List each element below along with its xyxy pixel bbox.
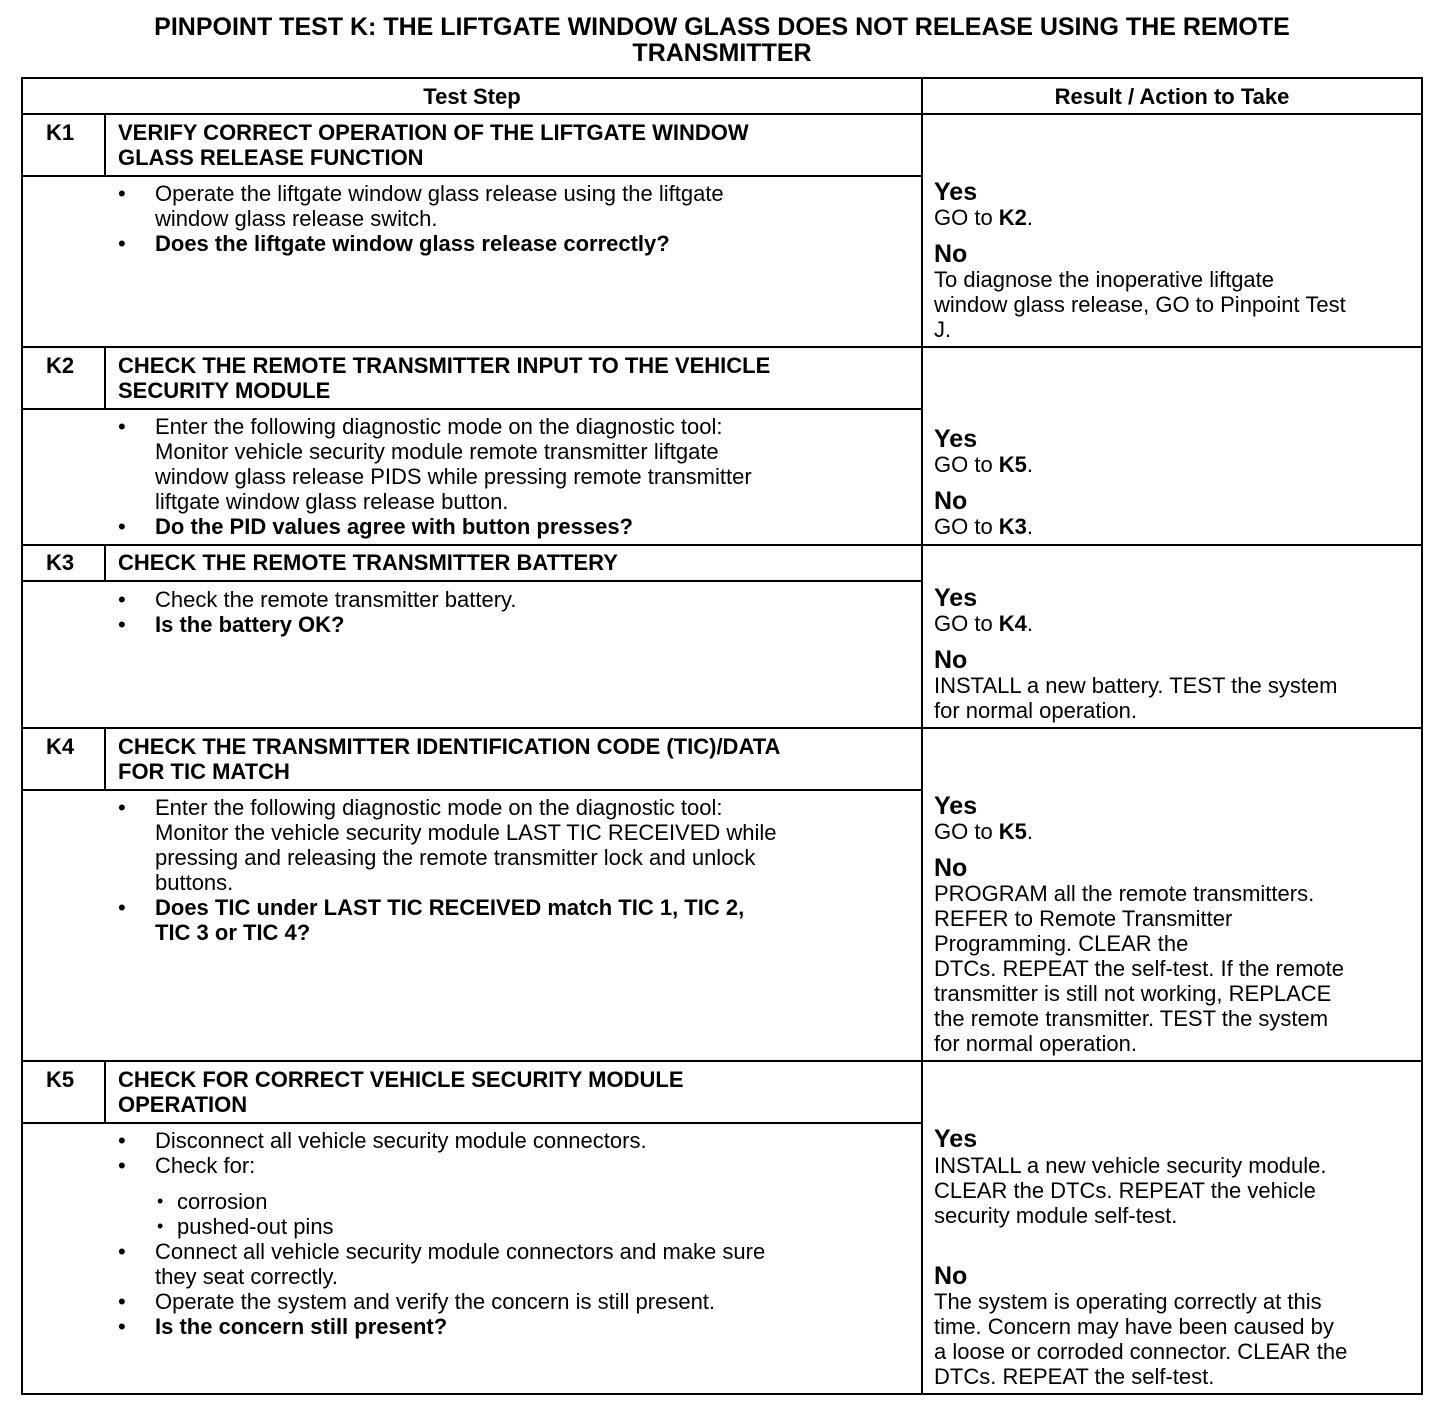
step-heading-line: CHECK THE REMOTE TRANSMITTER BATTERY [118, 550, 618, 575]
no-action-line: J. [934, 317, 952, 342]
k4-heading-divider [22, 789, 922, 791]
go-to-target: K3 [998, 514, 1027, 539]
no-action-line: REFER to Remote Transmitter [934, 906, 1233, 931]
yes-label: Yes [934, 178, 978, 206]
no-action-line: a loose or corroded connector. CLEAR the [934, 1339, 1348, 1364]
yes-action-line: INSTALL a new vehicle security module. [934, 1153, 1327, 1178]
k4-id-divider [104, 727, 106, 790]
no-action-line: the remote transmitter. TEST the system [934, 1006, 1329, 1031]
page-title-line-1: PINPOINT TEST K: THE LIFTGATE WINDOW GLASS DOES NOT RELEASE USING THE REMOTE [154, 13, 1290, 41]
step-question: Does the liftgate window glass release correctly? [155, 231, 670, 256]
step-heading-line: OPERATION [118, 1092, 248, 1117]
k3-id-divider [104, 544, 106, 581]
step-id: K3 [46, 550, 75, 575]
bullet: • [118, 514, 126, 539]
instruction-line: Enter the following diagnostic mode on the diagnostic tool: [155, 795, 723, 820]
step-id: K1 [46, 120, 75, 145]
step-question: Is the battery OK? [155, 612, 345, 637]
step-heading-line: FOR TIC MATCH [118, 759, 290, 784]
sub-bullet: • [157, 1216, 164, 1236]
k2-id-divider [104, 346, 106, 409]
table-border-left [21, 77, 23, 1395]
bullet: • [118, 895, 126, 920]
instruction-line: Enter the following diagnostic mode on the diagnostic tool: [155, 414, 723, 439]
go-to-target: K5 [998, 452, 1027, 477]
no-action-line: To diagnose the inoperative liftgate [934, 267, 1275, 292]
step-id: K5 [46, 1067, 75, 1092]
no-action-line: Programming. CLEAR the [934, 931, 1189, 956]
no-label: No [934, 487, 968, 515]
step-question: Does TIC under LAST TIC RECEIVED match TIC 1, TIC 2, [155, 895, 745, 920]
step-question: Is the concern still present? [155, 1314, 448, 1339]
instruction-line: liftgate window glass release button. [155, 489, 509, 514]
sub-item: pushed-out pins [177, 1214, 334, 1239]
no-label: No [934, 240, 968, 268]
table-border-top [22, 77, 1423, 79]
no-label: No [934, 1262, 968, 1290]
bullet: • [118, 1314, 126, 1339]
no-action-line: for normal operation. [934, 698, 1137, 723]
bullet: • [118, 612, 126, 637]
table-border-bottom [22, 1393, 1423, 1395]
instruction-line: window glass release PIDS while pressing remote transmitter [155, 464, 752, 489]
step-id: K4 [46, 734, 75, 759]
no-action-line: transmitter is still not working, REPLACE [934, 981, 1332, 1006]
bullet: • [118, 1128, 126, 1153]
go-to-target: K2 [998, 205, 1027, 230]
header-test-step: Test Step [423, 84, 521, 109]
no-action-line: The system is operating correctly at this [934, 1289, 1322, 1314]
yes-label: Yes [934, 584, 978, 612]
step-heading-line: GLASS RELEASE FUNCTION [118, 145, 424, 170]
instruction-line: Check the remote transmitter battery. [155, 587, 517, 612]
go-to-target: K5 [998, 819, 1027, 844]
bullet: • [118, 795, 126, 820]
no-label: No [934, 854, 968, 882]
instruction-line: window glass release switch. [155, 206, 438, 231]
no-action-line: PROGRAM all the remote transmitters. [934, 881, 1315, 906]
yes-action: GO to K5. [934, 452, 1034, 477]
instruction-line: they seat correctly. [155, 1264, 338, 1289]
row-divider-k2 [22, 346, 1423, 348]
no-label: No [934, 646, 968, 674]
yes-action: GO to K2. [934, 205, 1034, 230]
k2-heading-divider [22, 408, 922, 410]
instruction-line: Operate the system and verify the concern is still present. [155, 1289, 716, 1314]
sub-bullet: • [157, 1191, 164, 1211]
k1-id-divider [104, 113, 106, 176]
bullet: • [118, 231, 126, 256]
row-divider-k4 [22, 727, 1423, 729]
yes-action-line: CLEAR the DTCs. REPEAT the vehicle [934, 1178, 1316, 1203]
k5-heading-divider [22, 1122, 922, 1124]
bullet: • [118, 181, 126, 206]
instruction-line: Disconnect all vehicle security module connectors. [155, 1128, 647, 1153]
no-action: GO to K3. [934, 514, 1034, 539]
table-border-right [1421, 77, 1423, 1395]
header-divider [22, 113, 1423, 115]
no-action-line: DTCs. REPEAT the self-test. [934, 1364, 1215, 1389]
sub-item: corrosion [177, 1189, 268, 1214]
instruction-line: Operate the liftgate window glass release using the liftgate [155, 181, 724, 206]
yes-action: GO to K4. [934, 611, 1034, 636]
no-action-line: window glass release, GO to Pinpoint Test [934, 292, 1346, 317]
k5-id-divider [104, 1060, 106, 1123]
instruction-line: Check for: [155, 1153, 256, 1178]
no-action-line: for normal operation. [934, 1031, 1137, 1056]
instruction-line: Monitor vehicle security module remote transmitter liftgate [155, 439, 719, 464]
bullet: • [118, 1239, 126, 1264]
bullet: • [118, 1153, 126, 1178]
row-divider-k5 [22, 1060, 1423, 1062]
no-action-line: INSTALL a new battery. TEST the system [934, 673, 1338, 698]
yes-label: Yes [934, 792, 978, 820]
bullet: • [118, 1289, 126, 1314]
step-question: Do the PID values agree with button presses? [155, 514, 633, 539]
k3-heading-divider [22, 580, 922, 582]
step-id: K2 [46, 353, 75, 378]
step-heading-line: SECURITY MODULE [118, 378, 331, 403]
yes-action-line: security module self-test. [934, 1203, 1178, 1228]
bullet: • [118, 587, 126, 612]
instruction-line: pressing and releasing the remote transmitter lock and unlock [155, 845, 756, 870]
k1-heading-divider [22, 175, 922, 177]
yes-action: GO to K5. [934, 819, 1034, 844]
step-question: TIC 3 or TIC 4? [155, 920, 311, 945]
header-result: Result / Action to Take [1054, 84, 1290, 109]
page-title-line-2: TRANSMITTER [632, 39, 812, 67]
yes-label: Yes [934, 425, 978, 453]
yes-label: Yes [934, 1125, 978, 1153]
step-heading-line: CHECK THE REMOTE TRANSMITTER INPUT TO THE VEHICLE [118, 353, 771, 378]
no-action-line: time. Concern may have been caused by [934, 1314, 1334, 1339]
column-divider [921, 77, 923, 1395]
no-action-line: DTCs. REPEAT the self-test. If the remote [934, 956, 1344, 981]
bullet: • [118, 414, 126, 439]
step-heading-line: CHECK FOR CORRECT VEHICLE SECURITY MODULE [118, 1067, 684, 1092]
step-heading-line: VERIFY CORRECT OPERATION OF THE LIFTGATE WINDOW [118, 120, 749, 145]
instruction-line: Connect all vehicle security module connectors and make sure [155, 1239, 766, 1264]
instruction-line: buttons. [155, 870, 234, 895]
instruction-line: Monitor the vehicle security module LAST TIC RECEIVED while [155, 820, 777, 845]
go-to-target: K4 [998, 611, 1027, 636]
row-divider-k3 [22, 544, 1423, 546]
step-heading-line: CHECK THE TRANSMITTER IDENTIFICATION CODE (TIC)/DATA [118, 734, 781, 759]
